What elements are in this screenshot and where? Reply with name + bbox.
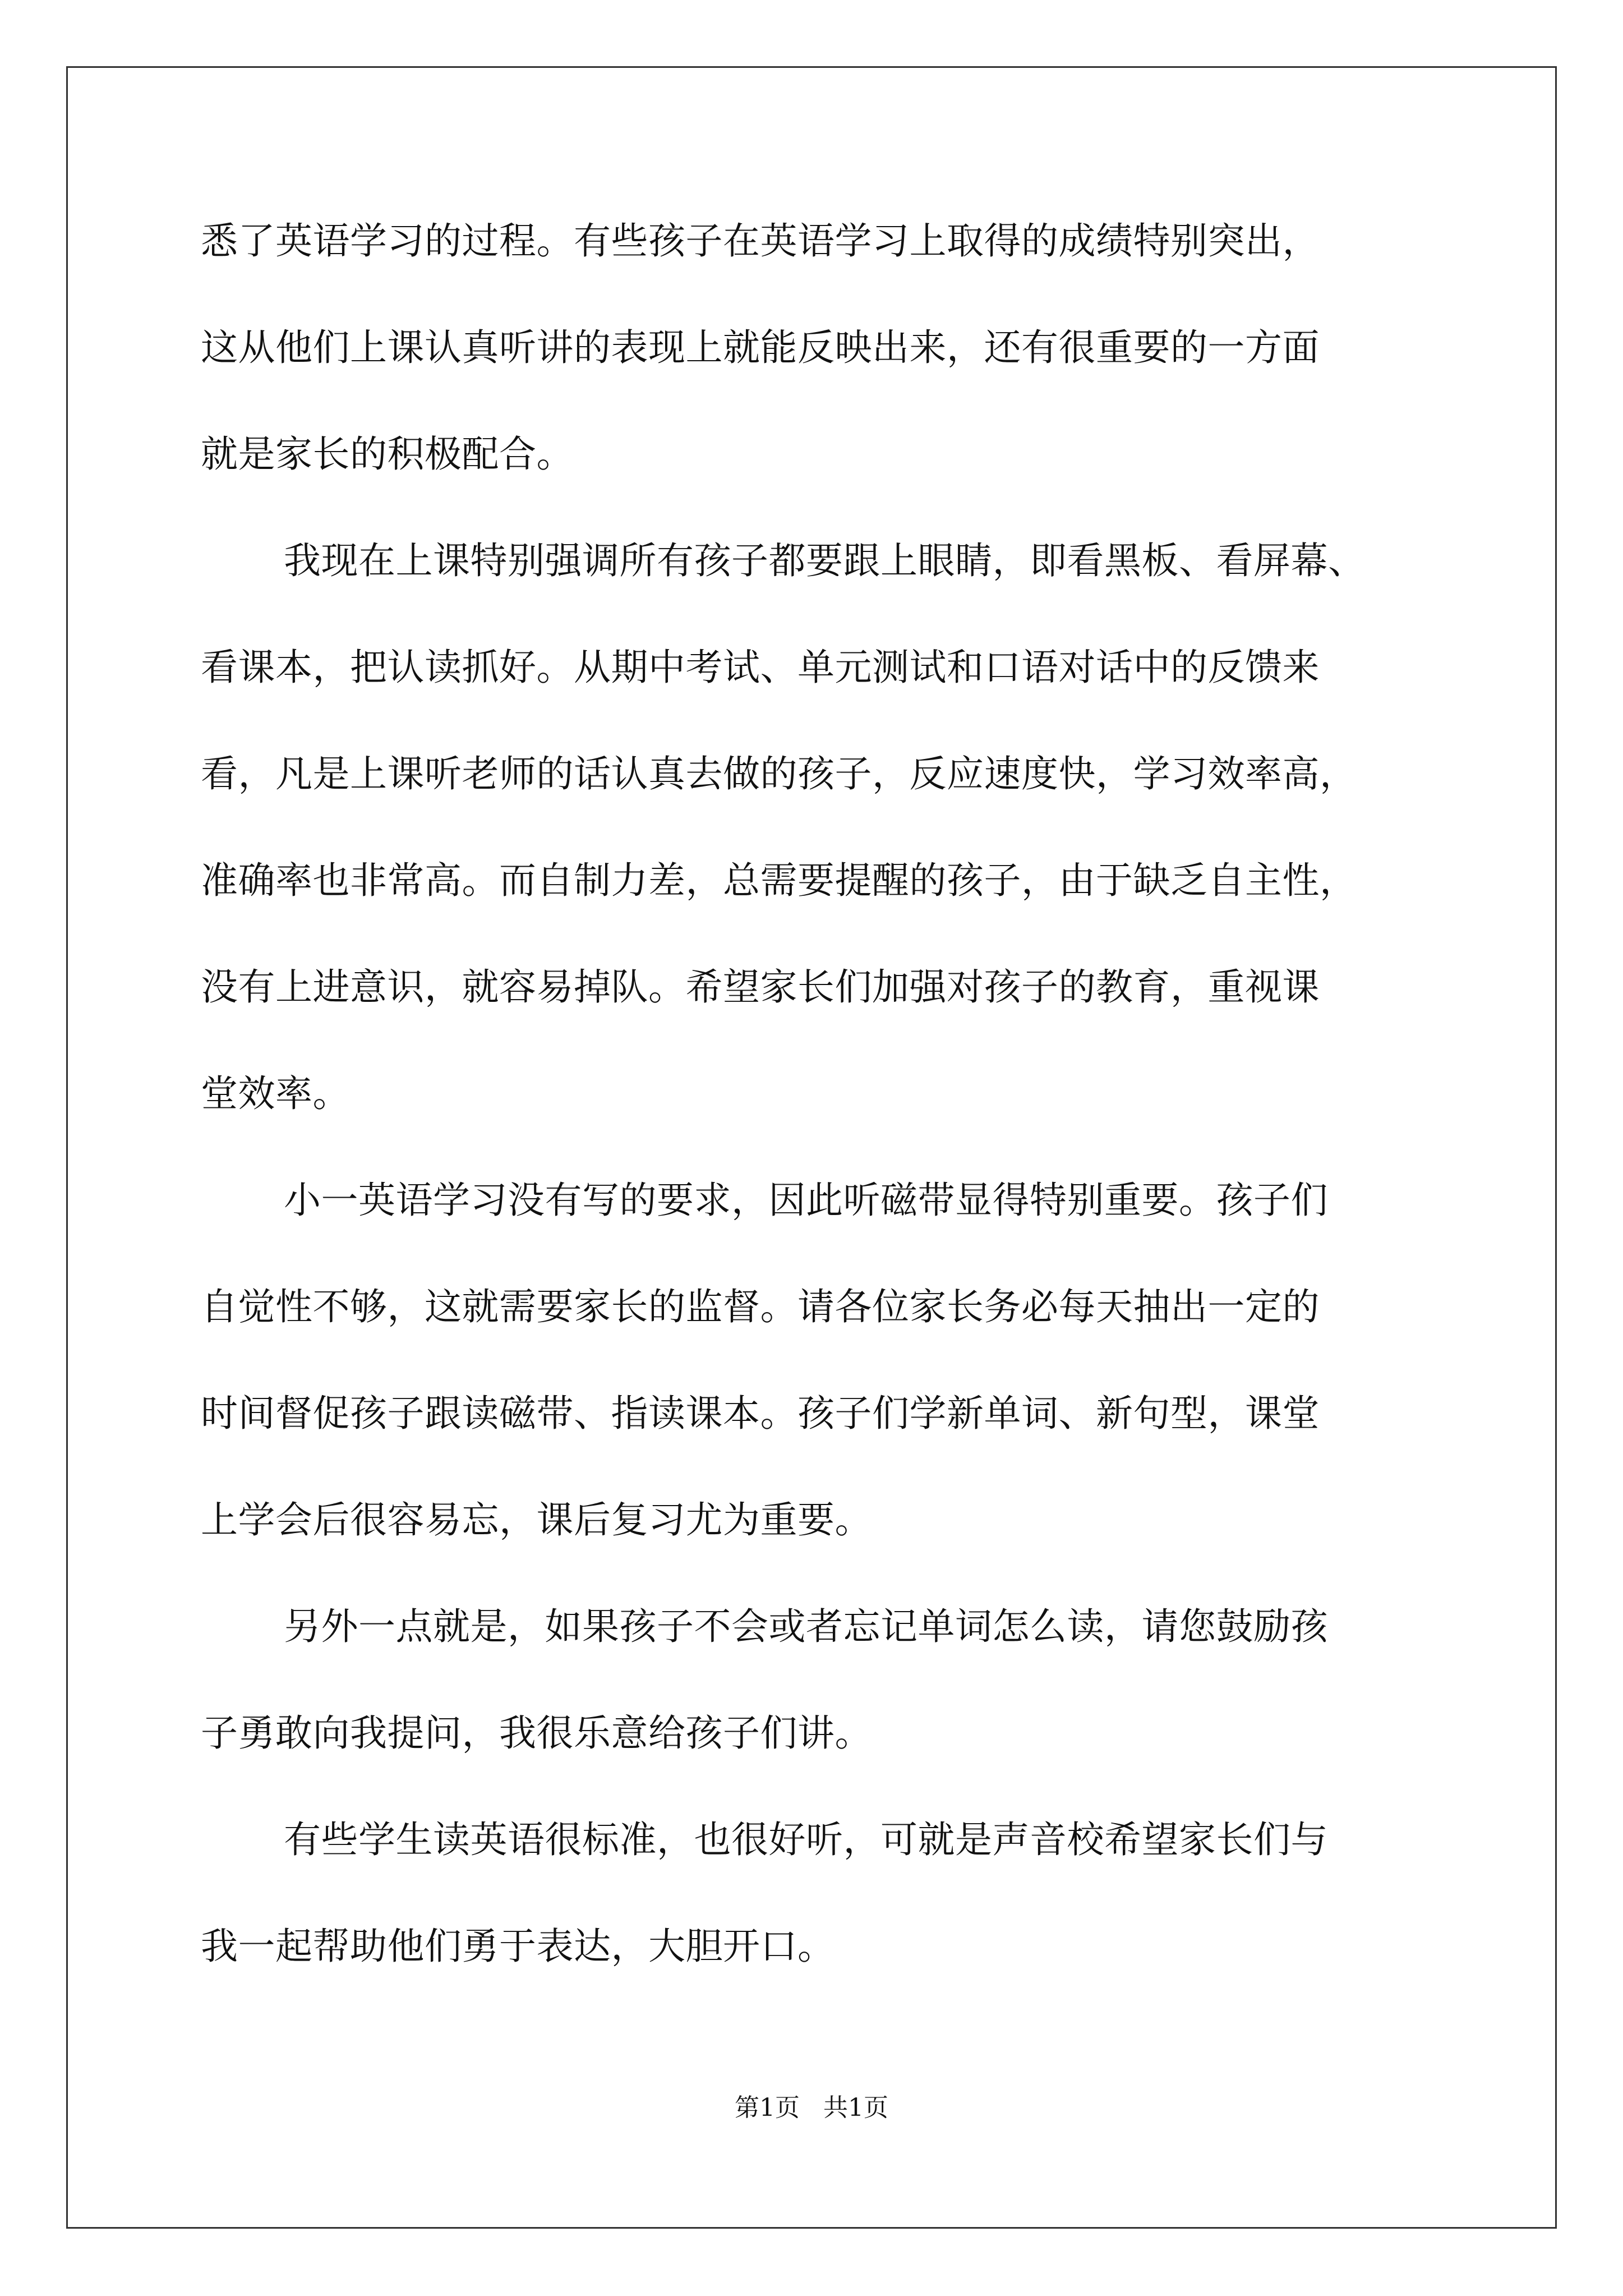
text-line: 没有上进意识，就容易掉队。希望家长们加强对孩子的教育，重视课: [201, 965, 1320, 1009]
paragraph-first-line: 小一英语学习没有写的要求，因此听磁带显得特别重要。孩子们: [284, 1179, 1328, 1222]
text-line: 时间督促孩子跟读磁带、指读课本。孩子们学新单词、新句型，课堂: [201, 1392, 1320, 1435]
text-line: 看，凡是上课听老师的话认真去做的孩子，反应速度快，学习效率高，: [201, 752, 1357, 795]
text-line: 上学会后很容易忘，课后复习尤为重要。: [201, 1498, 872, 1542]
text-line: 这从他们上课认真听讲的表现上就能反映出来，还有很重要的一方面: [201, 326, 1320, 369]
paragraph-first-line: 另外一点就是，如果孩子不会或者忘记单词怎么读，请您鼓励孩: [284, 1605, 1328, 1648]
paragraph-first-line: 有些学生读英语很标准，也很好听，可就是声音校希望家长们与: [284, 1818, 1328, 1861]
paragraph-first-line: 我现在上课特别强调所有孩子都要跟上眼睛，即看黑板、看屏幕、: [284, 539, 1366, 582]
text-line: 就是家长的积极配合。: [201, 432, 574, 476]
text-line: 堂效率。: [201, 1072, 350, 1115]
text-line: 自觉性不够，这就需要家长的监督。请各位家长务必每天抽出一定的: [201, 1285, 1320, 1328]
text-line: 我一起帮助他们勇于表达，大胆开口。: [201, 1925, 835, 1968]
text-line: 看课本，把认读抓好。从期中考试、单元测试和口语对话中的反馈来: [201, 646, 1320, 689]
text-line: 准确率也非常高。而自制力差，总需要提醒的孩子，由于缺乏自主性，: [201, 859, 1357, 902]
document-body: [201, 213, 1440, 2025]
page-number-footer: 第1页 共1页: [735, 2093, 888, 2122]
text-line: 子勇敢向我提问，我很乐意给孩子们讲。: [201, 1711, 872, 1755]
text-line: 悉了英语学习的过程。有些孩子在英语学习上取得的成绩特别突出，: [201, 219, 1320, 263]
